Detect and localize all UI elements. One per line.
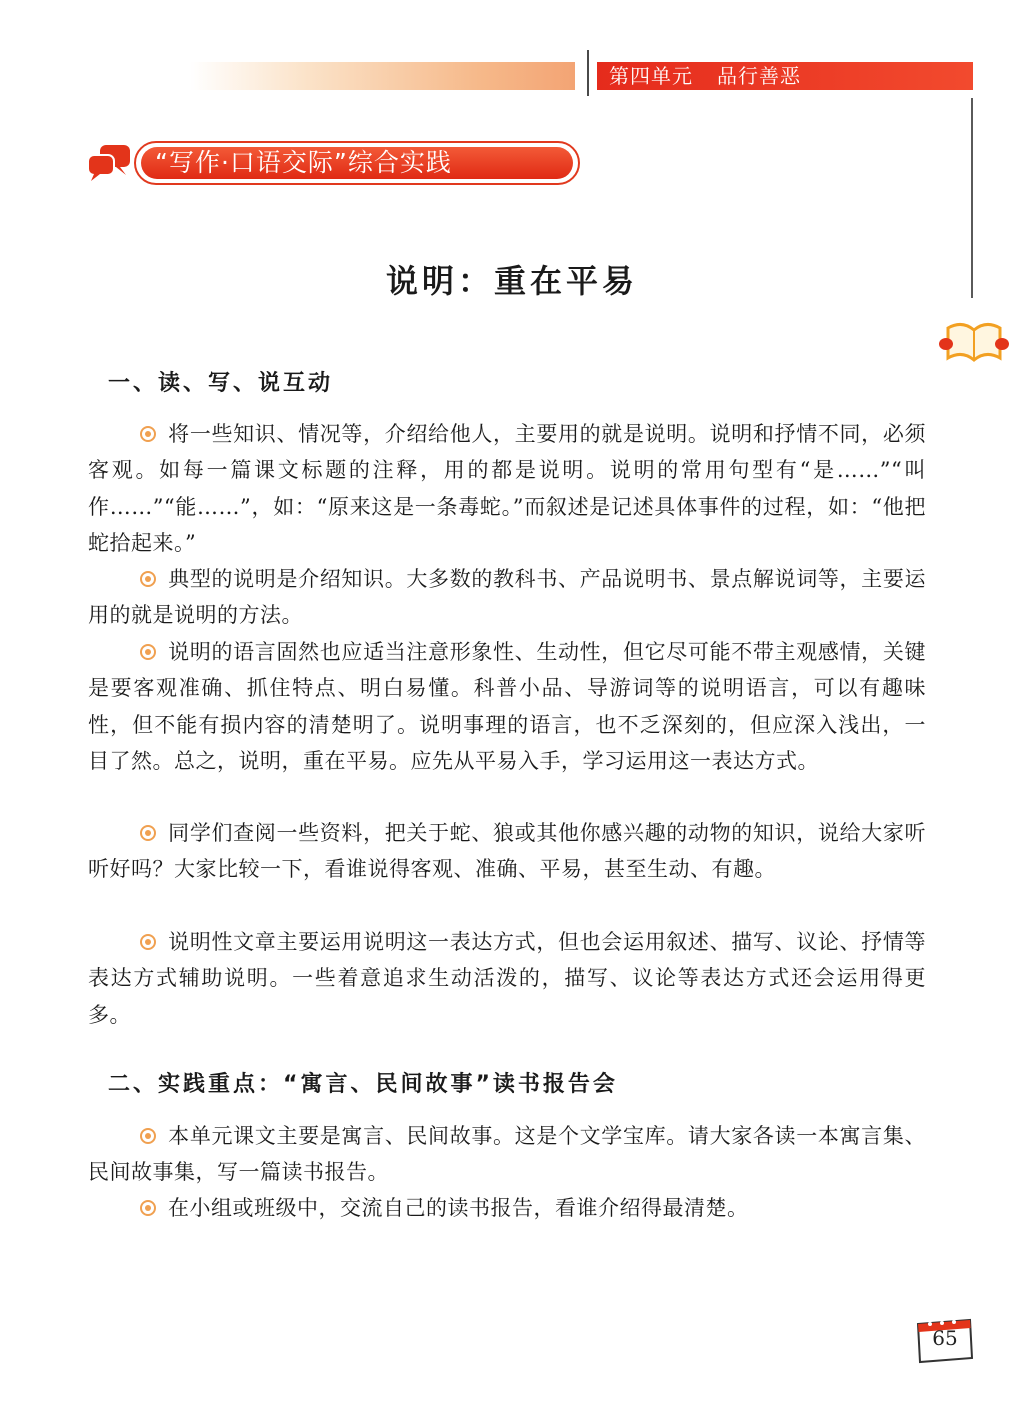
page-title: 说明：重在平易	[385, 262, 638, 300]
bullet-icon	[140, 644, 156, 660]
section-heading-2: 二、实践重点：“寓言、民间故事”读书报告会	[108, 1072, 618, 1097]
open-book-icon	[938, 318, 1010, 368]
section-heading-1: 一、读、写、说互动	[108, 371, 334, 396]
paragraph: 说明性文章主要运用说明这一表达方式，但也会运用叙述、描写、议论、抒情等表达方式辅助说明。一些着意追求生动活泼的，描写、议论等表达方式还会运用得更多。	[88, 930, 926, 1027]
page-number: 65	[932, 1326, 958, 1350]
bullet-icon	[140, 934, 156, 950]
paragraph: 在小组或班级中，交流自己的读书报告，看谁介绍得最清楚。	[88, 1190, 926, 1226]
bullet-icon	[140, 1128, 156, 1144]
bullet-icon	[140, 571, 156, 587]
banner-title: “写作·口语交际”综合实践	[141, 147, 573, 179]
bullet-icon	[140, 825, 156, 841]
paragraph: 典型的说明是介绍知识。大多数的教科书、产品说明书、景点解说词等，主要运用的就是说明的方法。	[88, 567, 926, 628]
paragraph: 说明的语言固然也应适当注意形象性、生动性，但它尽可能不带主观感情，关键是要客观准确、抓住特点、明白易懂。科普小品、导游词等的说明语言，可以有趣味性，但不能有损内容的清楚明了。说明事理的语言，也不乏深刻的，但应深入浅出，一目了然。总之，说明，重在平易。应先从平易入手，学习运用这一表达方式。	[88, 640, 926, 774]
header-separator	[587, 50, 589, 96]
speech-bubble-icon	[86, 143, 132, 183]
section-banner	[134, 141, 580, 185]
paragraph: 同学们查阅一些资料，把关于蛇、狼或其他你感兴趣的动物的知识，说给大家听听好吗？大家比较一下，看谁说得客观、准确、平易，甚至生动、有趣。	[88, 821, 926, 882]
bullet-icon	[140, 426, 156, 442]
paragraph: 将一些知识、情况等，介绍给他人，主要用的就是说明。说明和抒情不同，必须客观。如每一篇课文标题的注释，用的都是说明。说明的常用句型有“是……”“叫作……”“能……”，如：“原来这是一条毒蛇。”而叙述是记述具体事件的过程，如：“他把蛇拾起来。”	[88, 422, 926, 556]
unit-header	[597, 62, 973, 90]
bullet-icon	[140, 1200, 156, 1216]
unit-label: 第四单元	[609, 64, 693, 88]
header-gradient-bar	[190, 62, 575, 90]
unit-theme: 品行善恶	[717, 64, 801, 88]
paragraph: 本单元课文主要是寓言、民间故事。这是个文学宝库。请大家各读一本寓言集、民间故事集，写一篇读书报告。	[88, 1124, 926, 1185]
